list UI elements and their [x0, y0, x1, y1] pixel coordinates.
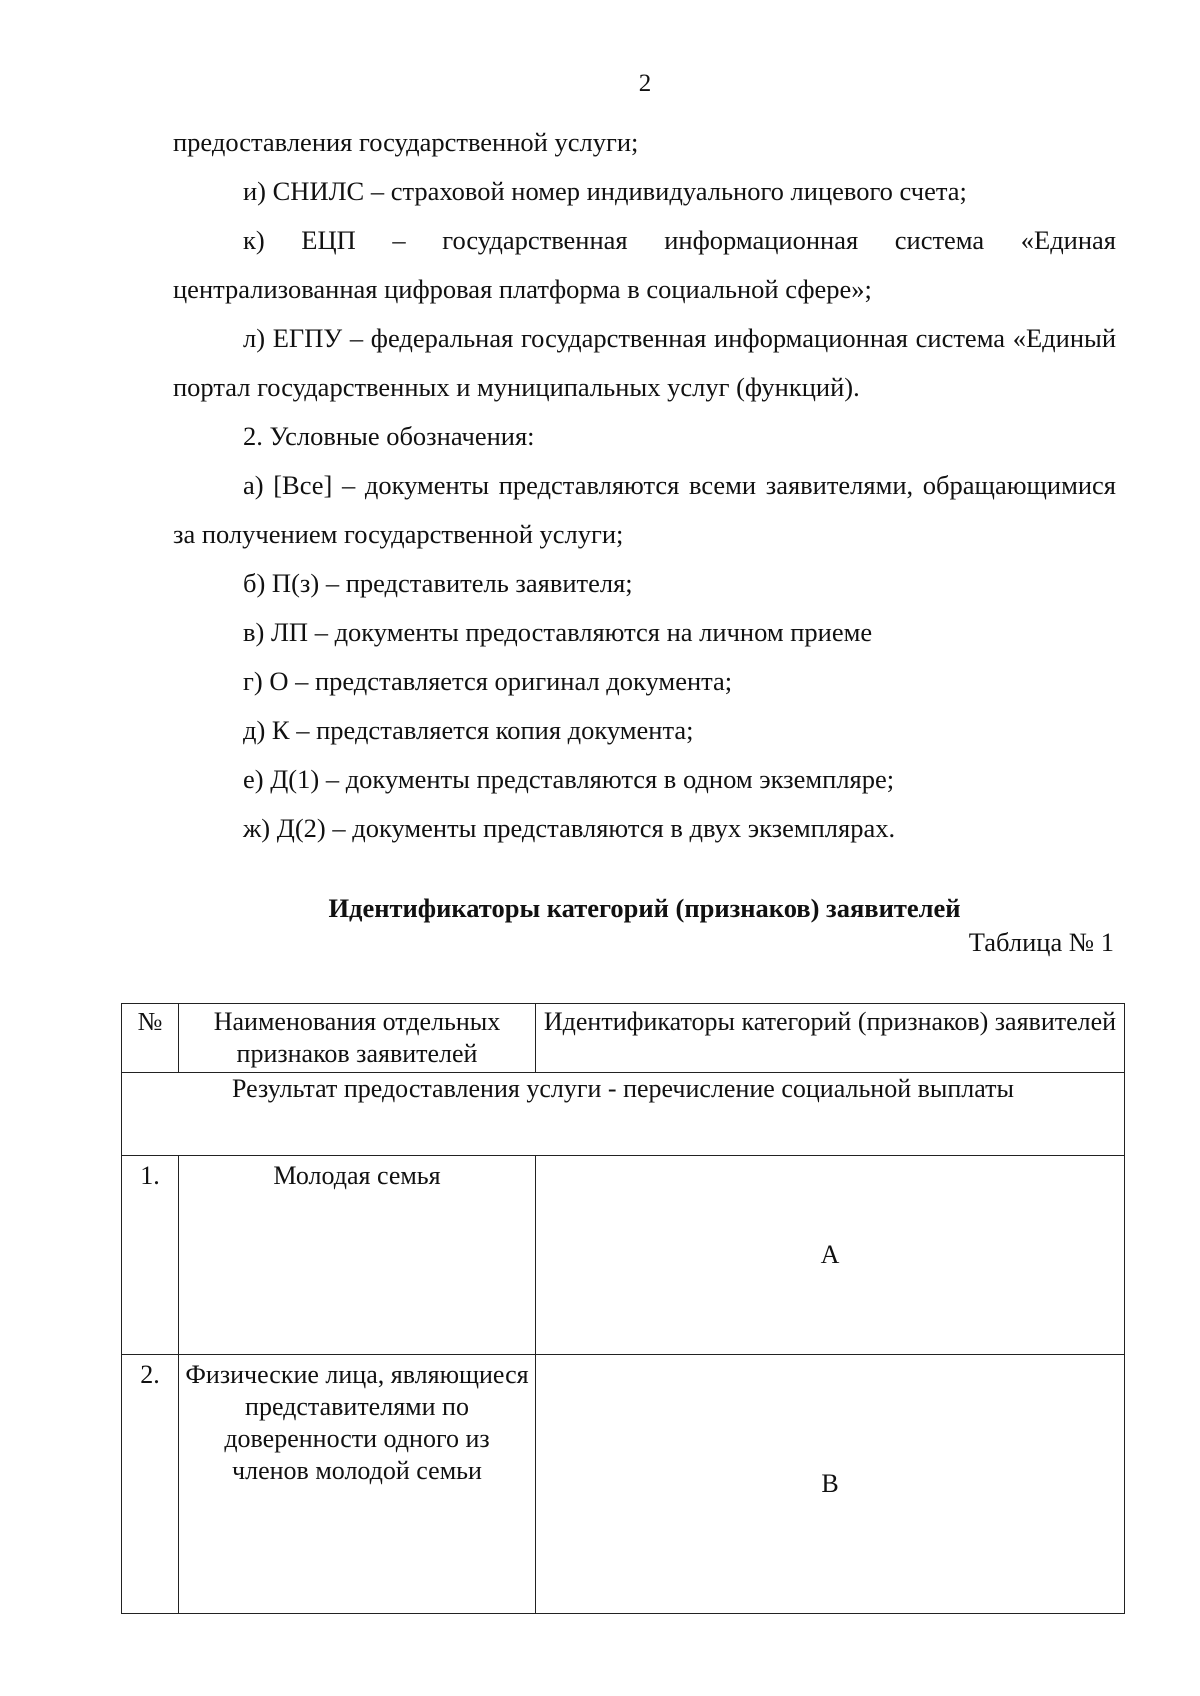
table-section-row	[122, 1073, 1125, 1156]
paragraph: в) ЛП – документы предоставляются на личном приеме	[243, 617, 873, 647]
paragraph: 2. Условные обозначения:	[243, 421, 535, 451]
applicant-categories-table	[121, 1003, 1125, 1614]
page-number: 2	[638, 70, 652, 97]
table-row	[122, 1156, 1125, 1355]
section-title: Идентификаторы категорий (признаков) заявителей	[328, 893, 961, 923]
paragraph: д) К – представляется копия документа;	[243, 715, 694, 745]
row-identifier: В	[536, 1355, 1125, 1614]
row-number: 2.	[122, 1355, 179, 1614]
table-header-row	[122, 1004, 1125, 1073]
paragraph: л) ЕГПУ – федеральная государственная информационная система «Единый портал государственных и муниципальных услуг (функций).	[173, 323, 1116, 402]
table-row	[122, 1355, 1125, 1614]
paragraph: е) Д(1) – документы представляются в одном экземпляре;	[243, 764, 895, 794]
header-name: Наименования отдельных признаков заявителей	[179, 1004, 536, 1073]
header-id: Идентификаторы категорий (признаков) заявителей	[536, 1004, 1125, 1073]
row-name: Физические лица, являющиеся представителями по доверенности одного из членов молодой семьи	[179, 1355, 536, 1614]
section-row-text: Результат предоставления услуги - перечисление социальной выплаты	[122, 1073, 1125, 1156]
paragraph: к) ЕЦП – государственная информационная система «Единая централизованная цифровая платформа в социальной сфере»;	[173, 225, 1116, 304]
paragraph: а) [Все] – документы представляются всеми заявителями, обращающимися за получением государственной услуги;	[173, 470, 1116, 549]
paragraph: б) П(з) – представитель заявителя;	[243, 568, 633, 598]
row-identifier: А	[536, 1156, 1125, 1355]
table-label: Таблица № 1	[968, 927, 1114, 957]
header-num: №	[122, 1004, 179, 1073]
row-name: Молодая семья	[179, 1156, 536, 1355]
body-text	[173, 118, 1116, 853]
paragraph: г) О – представляется оригинал документа;	[243, 666, 733, 696]
paragraph: и) СНИЛС – страховой номер индивидуального лицевого счета;	[243, 176, 967, 206]
paragraph: предоставления государственной услуги;	[173, 127, 639, 157]
paragraph: ж) Д(2) – документы представляются в двух экземплярах.	[243, 813, 896, 843]
row-number: 1.	[122, 1156, 179, 1355]
